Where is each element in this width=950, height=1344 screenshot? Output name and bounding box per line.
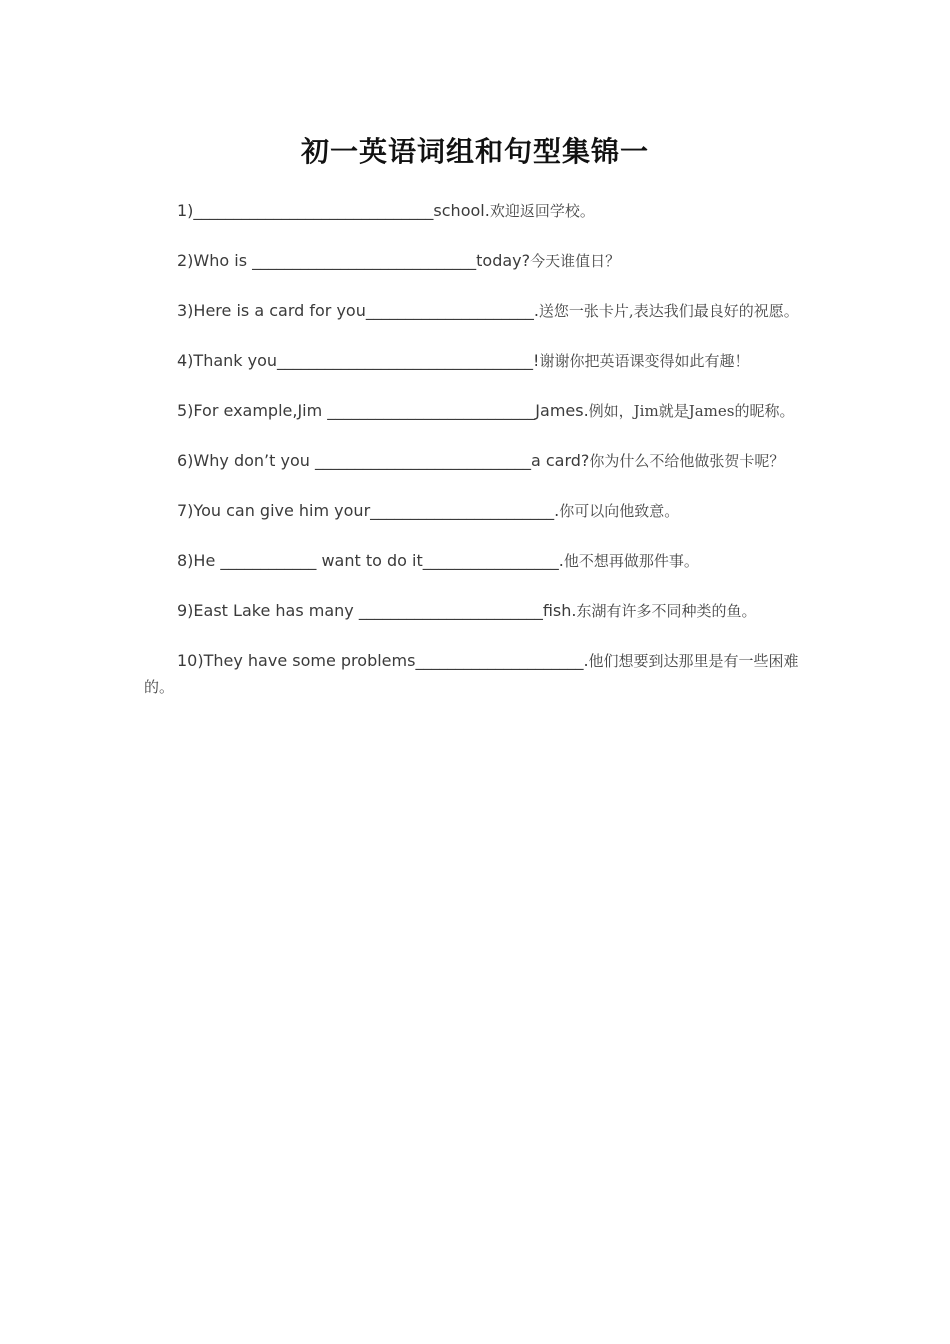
exercise-item-4 [144,348,808,374]
exercise-prompt: 6)Why don’t you ___________________________a card? [177,451,590,470]
exercise-item-3 [144,298,808,324]
exercise-translation: 东湖有许多不同种类的鱼。 [576,602,757,620]
exercise-item-8 [144,548,808,574]
exercise-translation: 今天谁值日？ [530,252,621,270]
exercise-list [144,198,808,724]
exercise-prompt: 7)You can give him your_______________________. [177,501,560,520]
exercise-translation: 送您一张卡片,表达我们最良好的祝愿。 [538,302,799,320]
exercise-item-1 [144,198,808,224]
exercise-prompt: 9)East Lake has many _______________________fish. [177,601,577,620]
exercise-prompt: 3)Here is a card for you_____________________. [177,301,539,320]
exercise-translation: 他们想要到达那里是有一些困难的。 [144,652,799,696]
exercise-prompt: 5)For example,Jim __________________________James. [177,401,589,420]
exercise-prompt: 4)Thank you________________________________! [177,351,540,370]
exercise-item-5 [144,398,808,424]
exercise-item-9 [144,598,808,624]
exercise-item-10 [144,648,808,700]
exercise-translation: 欢迎返回学校。 [489,202,595,220]
exercise-item-6 [144,448,808,474]
exercise-prompt: 10)They have some problems_____________________. [177,651,589,670]
exercise-item-2 [144,248,808,274]
exercise-translation: 他不想再做那件事。 [563,552,699,570]
exercise-translation: 例如，Jim就是James的昵称。 [588,402,795,420]
document-title: 初一英语词组和句型集锦一 [300,135,649,168]
exercise-translation: 你为什么不给他做张贺卡呢？ [589,452,785,470]
exercise-translation: 谢谢你把英语课变得如此有趣！ [539,352,750,370]
exercise-prompt: 8)He ____________ want to do it_________________. [177,551,564,570]
exercise-item-7 [144,498,808,524]
exercise-prompt: 1)______________________________school. [177,201,490,220]
exercise-prompt: 2)Who is ____________________________today? [177,251,531,270]
exercise-translation: 你可以向他致意。 [559,502,680,520]
